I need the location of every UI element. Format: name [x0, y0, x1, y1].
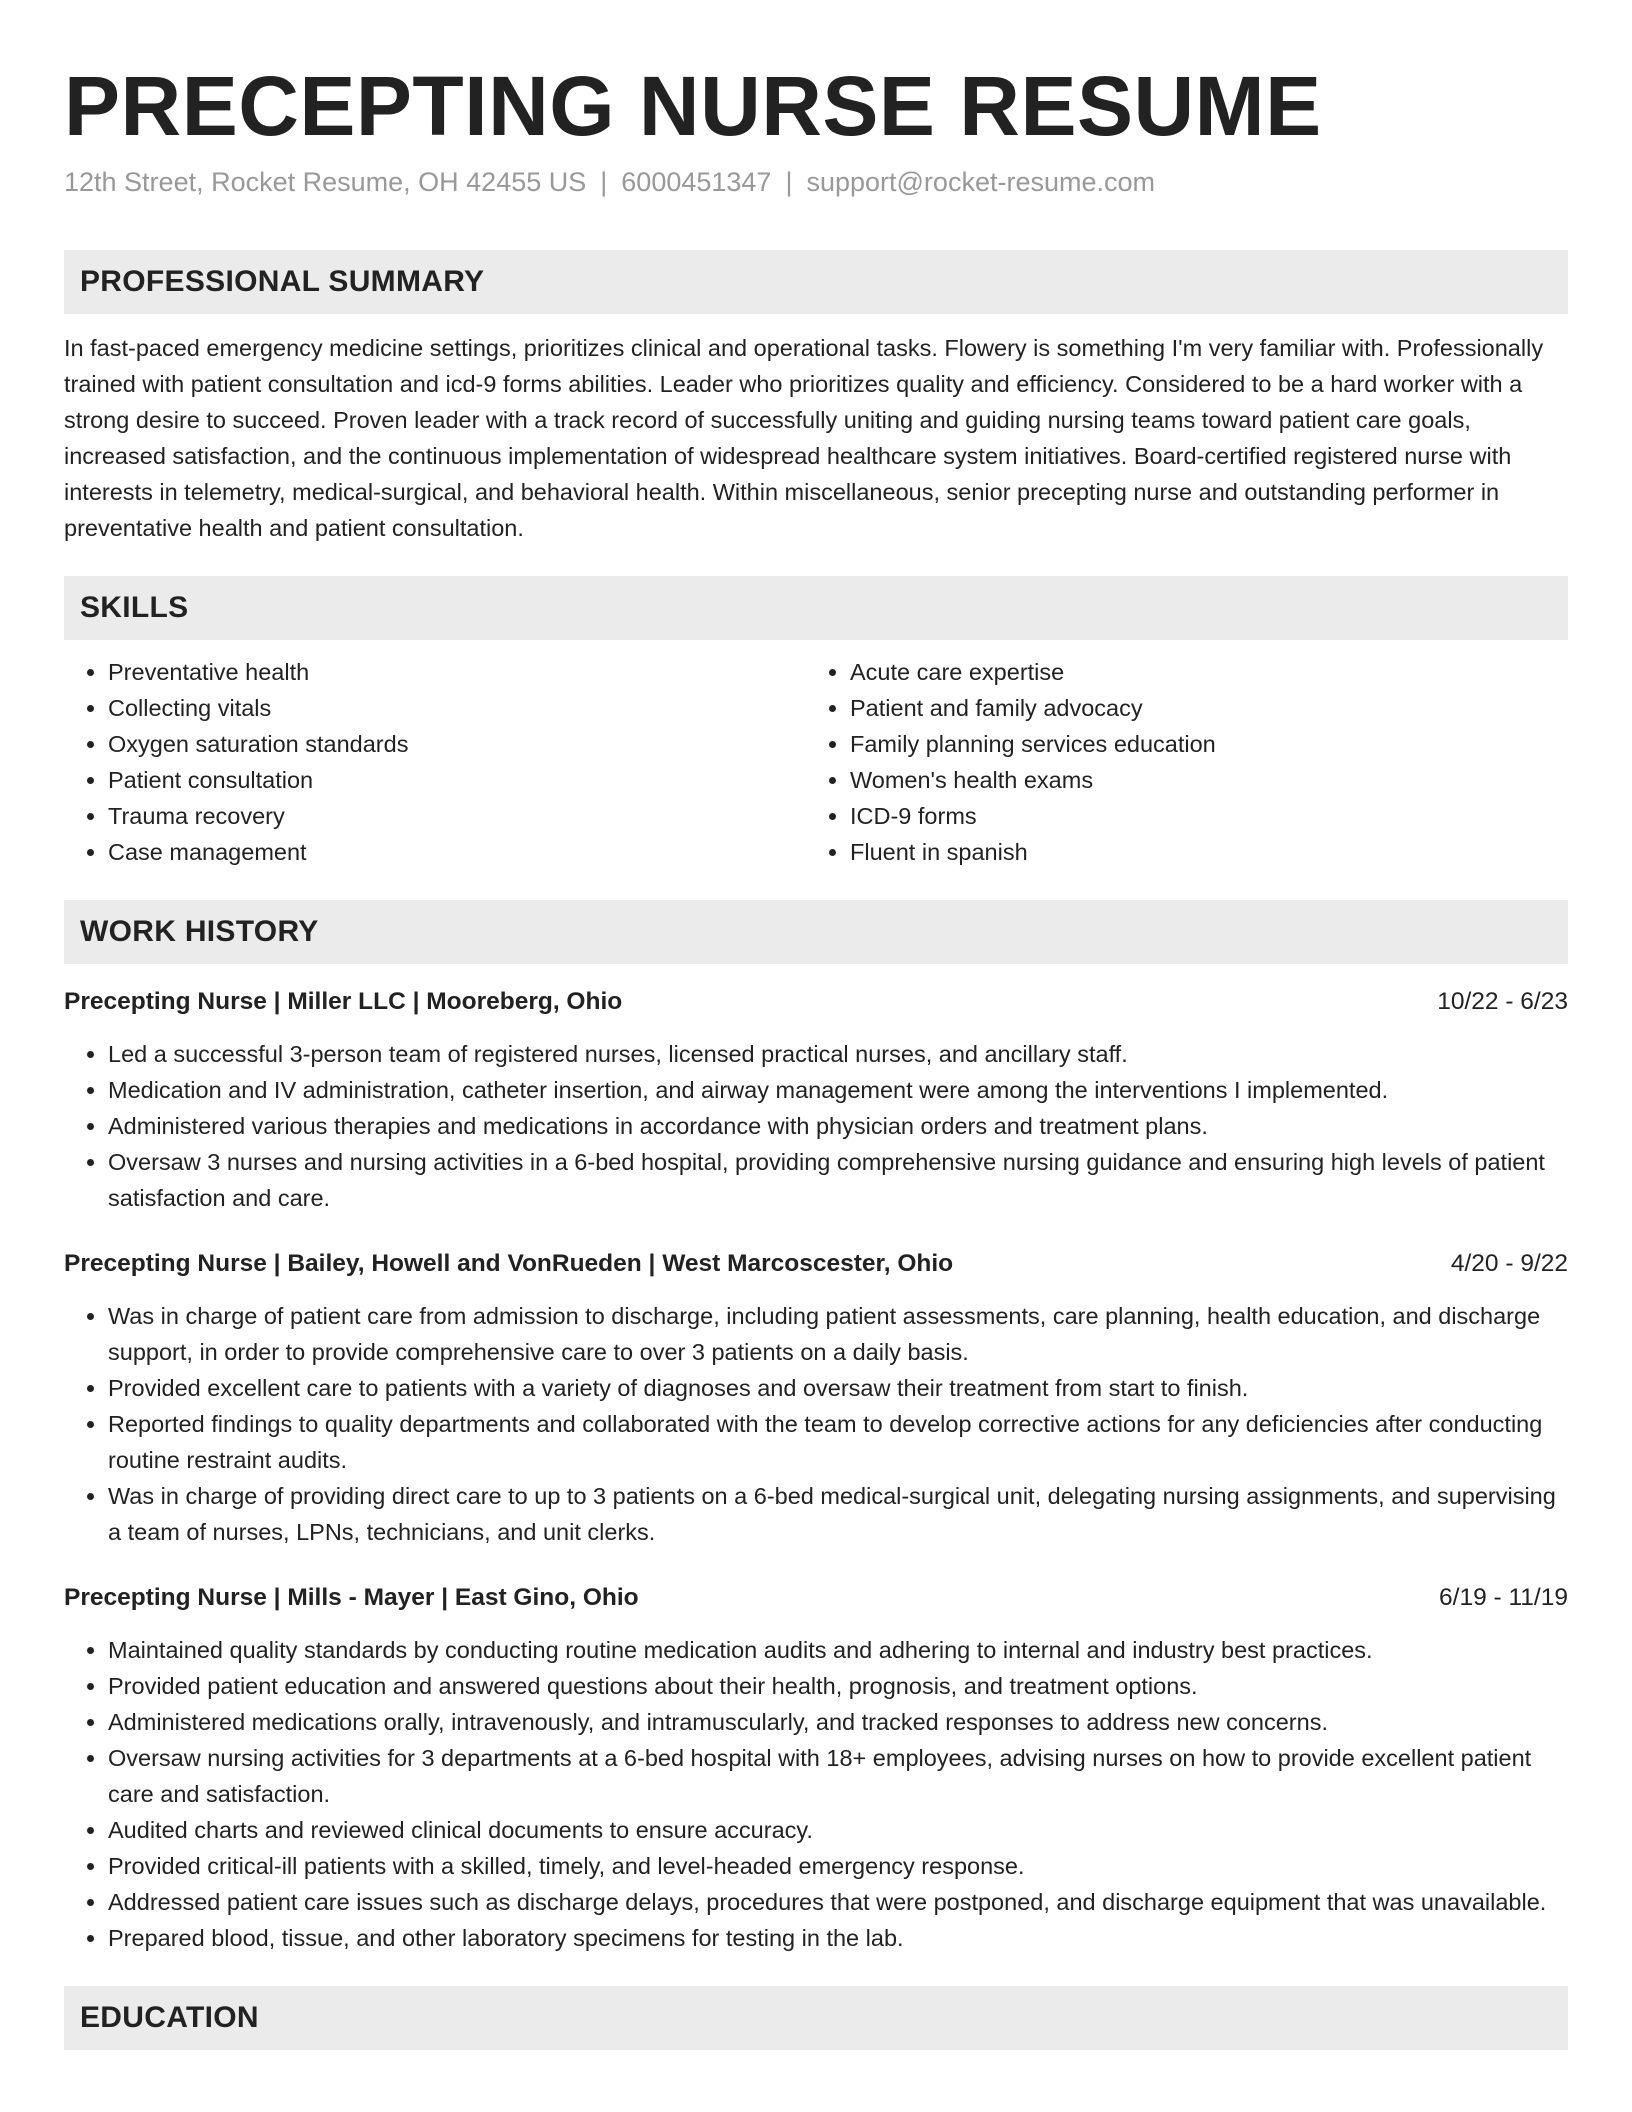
- job-title: Precepting Nurse | Bailey, Howell and VonRueden | West Marcoscester, Ohio: [64, 1250, 954, 1277]
- job-bullet: • Administered medications orally, intravenously, and intramuscularly, and tracked responses to address new concerns.: [108, 1704, 1568, 1740]
- job-bullets: [64, 1036, 1568, 1216]
- job-bullet: • Audited charts and reviewed clinical documents to ensure accuracy.: [108, 1812, 1568, 1848]
- job-bullet: • Prepared blood, tissue, and other laboratory specimens for testing in the lab.: [108, 1920, 1568, 1956]
- job-bullet: • Led a successful 3-person team of registered nurses, licensed practical nurses, and ancillary staff.: [108, 1036, 1568, 1072]
- education-section-header: [64, 1986, 1568, 2050]
- job-bullets: [64, 1632, 1568, 1956]
- contact-line: [64, 164, 1568, 200]
- summary-text: In fast-paced emergency medicine settings, prioritizes clinical and operational tasks. Flowery is something I'm very familiar with. Professionally trained with patient consultation and icd-9 forms abilities. Leader who prioritizes quality and efficiency. Considered to be a hard worker with a strong desire to succeed. Proven leader with a track record of successfully uniting and guiding nursing teams toward patient care goals, increased satisfaction, and the continuous implementation of widespread healthcare system initiatives. Board-certified registered nurse with interests in telemetry, medical-surgical, and behavioral health. Within miscellaneous, senior precepting nurse and outstanding performer in preventative health and patient consultation.: [64, 335, 1544, 541]
- job-dates: 6/19 - 11/19: [1439, 1584, 1568, 1611]
- contact-separator: |: [600, 167, 608, 197]
- job-bullets: [64, 1298, 1568, 1550]
- skill-item: • Acute care expertise: [850, 654, 1548, 690]
- skills-section-header: [64, 576, 1568, 640]
- job-bullet: • Oversaw 3 nurses and nursing activities in a 6-bed hospital, providing comprehensive nursing guidance and ensuring high levels of patient satisfaction and care.: [108, 1144, 1568, 1216]
- resume-title: PRECEPTING NURSE RESUME: [64, 59, 1322, 153]
- skill-item: • Patient and family advocacy: [850, 690, 1548, 726]
- skill-item: • Family planning services education: [850, 726, 1548, 762]
- job-bullet: • Medication and IV administration, catheter insertion, and airway management were among the interventions I implemented.: [108, 1072, 1568, 1108]
- job-header: [64, 984, 1568, 1020]
- skill-item: • Collecting vitals: [108, 690, 806, 726]
- skill-item: • Case management: [108, 834, 806, 870]
- job-title: Precepting Nurse | Mills - Mayer | East Gino, Ohio: [64, 1584, 639, 1611]
- job-entry: [64, 1580, 1568, 1956]
- contact-phone: 6000451347: [621, 167, 772, 197]
- job-entry: [64, 1246, 1568, 1550]
- job-bullet: • Addressed patient care issues such as discharge delays, procedures that were postponed, and discharge equipment that was unavailable.: [108, 1884, 1568, 1920]
- skills-list: [64, 654, 1568, 870]
- skill-item: • Women's health exams: [850, 762, 1548, 798]
- job-bullet: • Provided patient education and answered questions about their health, prognosis, and treatment options.: [108, 1668, 1568, 1704]
- skill-item: • Fluent in spanish: [850, 834, 1548, 870]
- skills-heading: SKILLS: [80, 591, 189, 624]
- contact-address: 12th Street, Rocket Resume, OH 42455 US: [64, 167, 587, 197]
- work-history-section-header: [64, 900, 1568, 964]
- contact-separator: |: [785, 167, 793, 197]
- skill-item: • Oxygen saturation standards: [108, 726, 806, 762]
- job-title: Precepting Nurse | Miller LLC | Mooreberg, Ohio: [64, 988, 623, 1015]
- job-bullet: • Was in charge of providing direct care to up to 3 patients on a 6-bed medical-surgical unit, delegating nursing assignments, and supervising a team of nurses, LPNs, technicians, and unit clerks.: [108, 1478, 1568, 1550]
- job-dates: 10/22 - 6/23: [1437, 988, 1568, 1015]
- job-bullet: • Was in charge of patient care from admission to discharge, including patient assessments, care planning, health education, and discharge support, in order to provide comprehensive care to over 3 patients on a daily basis.: [108, 1298, 1568, 1370]
- skill-item: • Trauma recovery: [108, 798, 806, 834]
- summary-section-header: [64, 250, 1568, 314]
- job-bullet: • Oversaw nursing activities for 3 departments at a 6-bed hospital with 18+ employees, advising nurses on how to provide excellent patient care and satisfaction.: [108, 1740, 1568, 1812]
- summary-heading: PROFESSIONAL SUMMARY: [80, 265, 485, 298]
- job-dates: 4/20 - 9/22: [1450, 1250, 1568, 1277]
- job-entry: [64, 984, 1568, 1216]
- resume-page: [64, 0, 1568, 2050]
- education-heading: EDUCATION: [80, 2001, 259, 2034]
- job-header: [64, 1246, 1568, 1282]
- job-bullet: • Maintained quality standards by conducting routine medication audits and adhering to internal and industry best practices.: [108, 1632, 1568, 1668]
- job-bullet: • Reported findings to quality departments and collaborated with the team to develop corrective actions for any deficiencies after conducting routine restraint audits.: [108, 1406, 1568, 1478]
- job-bullet: • Provided critical-ill patients with a skilled, timely, and level-headed emergency response.: [108, 1848, 1568, 1884]
- skill-item: • Patient consultation: [108, 762, 806, 798]
- skills-column-right: [806, 654, 1548, 870]
- job-header: [64, 1580, 1568, 1616]
- job-bullet: • Provided excellent care to patients with a variety of diagnoses and oversaw their treatment from start to finish.: [108, 1370, 1568, 1406]
- job-bullet: • Administered various therapies and medications in accordance with physician orders and treatment plans.: [108, 1108, 1568, 1144]
- skill-item: • ICD-9 forms: [850, 798, 1548, 834]
- skills-column-left: [64, 654, 806, 870]
- skill-item: • Preventative health: [108, 654, 806, 690]
- contact-email: support@rocket-resume.com: [806, 167, 1155, 197]
- work-history-heading: WORK HISTORY: [80, 915, 319, 948]
